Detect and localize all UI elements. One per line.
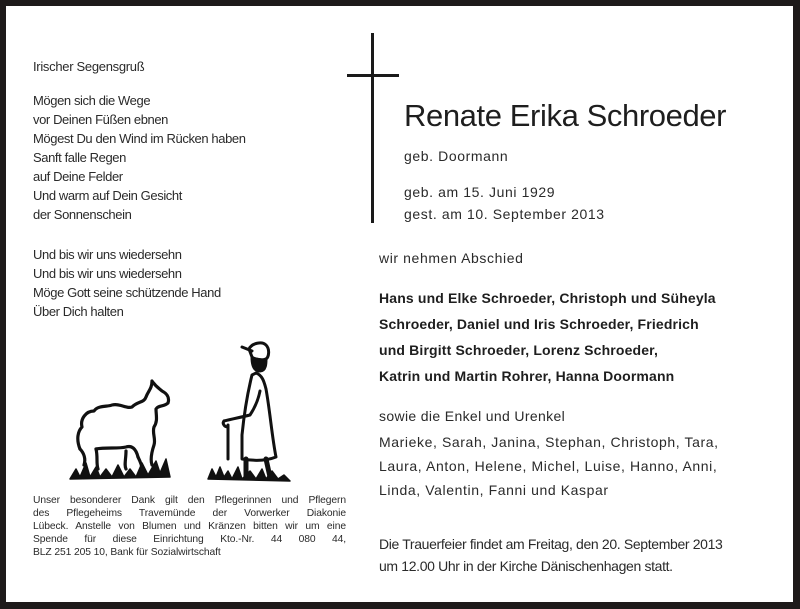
poem-line: Mögest Du den Wind im Rücken haben <box>33 131 246 146</box>
birth-date: geb. am 15. Juni 1929 <box>404 184 556 200</box>
family-names <box>379 285 716 389</box>
life-dates <box>404 181 605 225</box>
grandchildren-line: Marieke, Sarah, Janina, Stephan, Christoph, Tara, <box>379 434 719 450</box>
poem-line: Möge Gott seine schützende Hand <box>33 285 221 300</box>
cross-icon-horizontal <box>347 74 399 77</box>
family-line: Hans und Elke Schroeder, Christoph und Süheyla <box>379 290 716 306</box>
thanks-line: Unser besonderer Dank gilt den Pflegerinnen und Pflegern <box>33 495 346 506</box>
grandchildren-intro: sowie die Enkel und Urenkel <box>379 408 566 424</box>
thanks-note <box>33 494 346 559</box>
family-line: und Birgitt Schroeder, Lorenz Schroeder, <box>379 342 659 358</box>
grandchildren-line: Linda, Valentin, Fanni und Kaspar <box>379 482 609 498</box>
family-line: Katrin und Martin Rohrer, Hanna Doormann <box>379 368 675 384</box>
poem-line: Und warm auf Dein Gesicht <box>33 188 182 203</box>
grandchildren-line: Laura, Anton, Helene, Michel, Luise, Hanno, Anni, <box>379 458 718 474</box>
thanks-line: des Pflegeheims Travemünde der Vorwerker Diakonie <box>33 508 346 519</box>
service-line: Die Trauerfeier findet am Freitag, den 20. September 2013 <box>379 536 723 552</box>
deceased-name: Renate Erika Schroeder <box>404 98 727 133</box>
funeral-service-info <box>379 533 722 577</box>
poem-line: Über Dich halten <box>33 304 124 319</box>
thanks-line: BLZ 251 205 10, Bank für Sozialwirtschaft <box>33 547 221 558</box>
poem-stanza-1 <box>33 91 246 224</box>
sheep-and-shepherd-illustration <box>66 331 316 491</box>
sheep-icon <box>78 381 169 469</box>
maiden-name: geb. Doormann <box>404 148 509 164</box>
thanks-line: Spende für diese Einrichtung Kto.-Nr. 44 080 44, <box>33 534 346 545</box>
grandchildren-names <box>379 430 719 502</box>
poem-line: Sanft falle Regen <box>33 150 126 165</box>
grass-right <box>208 467 290 481</box>
poem-line: auf Deine Felder <box>33 169 123 184</box>
family-line: Schroeder, Daniel und Iris Schroeder, Friedrich <box>379 316 699 332</box>
shepherd-icon <box>223 343 276 477</box>
poem-title: Irischer Segensgruß <box>33 59 145 74</box>
poem-stanza-2 <box>33 245 221 321</box>
poem-line: vor Deinen Füßen ebnen <box>33 112 169 127</box>
service-line: um 12.00 Uhr in der Kirche Dänischenhagen statt. <box>379 558 673 574</box>
obituary-card <box>6 6 793 602</box>
poem-line: Mögen sich die Wege <box>33 93 151 108</box>
death-date: gest. am 10. September 2013 <box>404 206 605 222</box>
farewell-intro: wir nehmen Abschied <box>379 250 524 266</box>
poem-line: Und bis wir uns wiedersehn <box>33 247 182 262</box>
cross-icon-vertical <box>371 33 374 223</box>
poem-line: der Sonnenschein <box>33 207 132 222</box>
thanks-line: Lübeck. Anstelle von Blumen und Kränzen bitten wir um eine <box>33 521 346 532</box>
poem-line: Und bis wir uns wiedersehn <box>33 266 182 281</box>
